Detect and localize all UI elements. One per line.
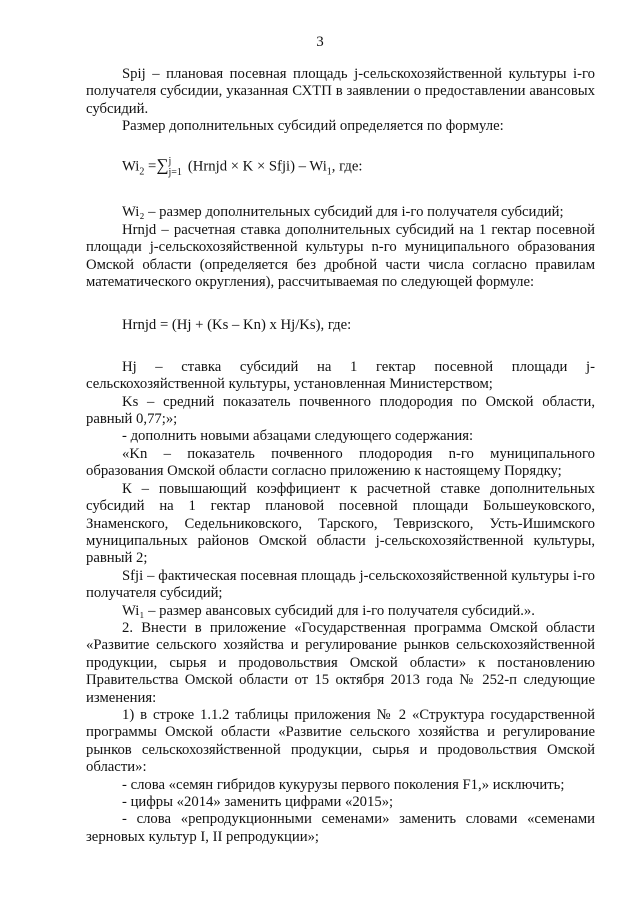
paragraph-item-2-1: 1) в строке 1.1.2 таблицы приложения № 2 «Структура государственной программы Омской области «Развитие сельского хозяйства и регулирование рынков сельскохозяйственной продукции, сырья и продовольствия Омской области»: [86, 706, 595, 776]
formula-wi2 [122, 156, 595, 181]
paragraph-item-2: 2. Внести в приложение «Государственная программа Омской области «Развитие сельского хозяйства и регулирование рынков сельскохозяйственной продукции, сырья и продовольствия Омской области» к постановлению Правительства Омской области от 15 октября 2013 года № 252-п следующие изменения: [86, 619, 595, 706]
formula-lhs-subscript: 2 [139, 166, 145, 177]
paragraph-sfji-definition: Sfji – фактическая посевная площадь j-сельскохозяйственной культуры i-го получателя субсидий; [86, 567, 595, 602]
paragraph-formula-intro: Размер дополнительных субсидий определяется по формуле: [122, 118, 504, 135]
paragraph-replace-words: - слова «репродукционными семенами» заменить словами «семенами зерновых культур I, II репродукции»; [86, 811, 595, 845]
paragraph-hj-definition: Hj – ставка субсидий на 1 гектар посевной площади j-сельскохозяйственной культуры, установленная Министерством; [86, 358, 595, 393]
paragraph-k-definition: К – повышающий коэффициент к расчетной ставке дополнительных субсидий на 1 гектар плановой посевной площади Большеуковского, Знаменского, Седельниковского, Тарского, Тевризского, Усть-Ишимского муниципальных районов Омской области j-сельскохозяйственной культуры, равный 2; [86, 480, 595, 567]
paragraph-add-new: - дополнить новыми абзацами следующего содержания: [122, 428, 474, 445]
formula-body: (Hrnjd × K × Sfji) – Wi [187, 158, 327, 174]
sum-lower-limit: j=1 [168, 166, 182, 178]
formula-hrnjd: Hrnjd = (Hj + (Ks – Kn) x Hj/Ks), где: [122, 317, 352, 334]
paragraph-replace-digits: - цифры «2014» заменить цифрами «2015»; [122, 794, 394, 810]
paragraph-ks-definition: Ks – средний показатель почвенного плодородия по Омской области, равный 0,77;»; [86, 393, 595, 428]
formula-lhs: Wi [122, 158, 140, 174]
paragraph-wi2-definition: Wi₂ – размер дополнительных субсидий для i-го получателя субсидий; [122, 204, 564, 221]
paragraph-exclude-words: - слова «семян гибридов кукурузы первого поколения F1,» исключить; [122, 776, 565, 793]
formula-tail: , где: [331, 158, 363, 174]
page-number: 3 [316, 34, 324, 50]
formula-body-subscript: 1 [326, 166, 332, 177]
document-body [86, 66, 595, 846]
paragraph-kn-definition: «Kn – показатель почвенного плодородия n-го муниципального образования Омской области согласно приложению к настоящему Порядку; [86, 445, 595, 480]
paragraph-hrnjd-definition: Hrnjd – расчетная ставка дополнительных субсидий на 1 гектар посевной площади j-сельскохозяйственной культуры n-го муниципального образования Омской области (определяется без дробной части числа согласно правилам математического округления), рассчитываемая по следующей формуле: [86, 221, 595, 291]
paragraph-wi1-definition: Wi₁ – размер авансовых субсидий для i-го получателя субсидий.». [122, 602, 535, 619]
paragraph-spij: Spij – плановая посевная площадь j-сельскохозяйственной культуры i-го получателя субсидии, указанная СХТП в заявлении о предоставлении авансовых субсидий. [86, 66, 595, 117]
formula-equals: = [144, 158, 157, 174]
sum-upper-limit: j [168, 155, 172, 167]
sum-limits [168, 156, 181, 178]
sum-symbol: ∑ [156, 155, 169, 174]
